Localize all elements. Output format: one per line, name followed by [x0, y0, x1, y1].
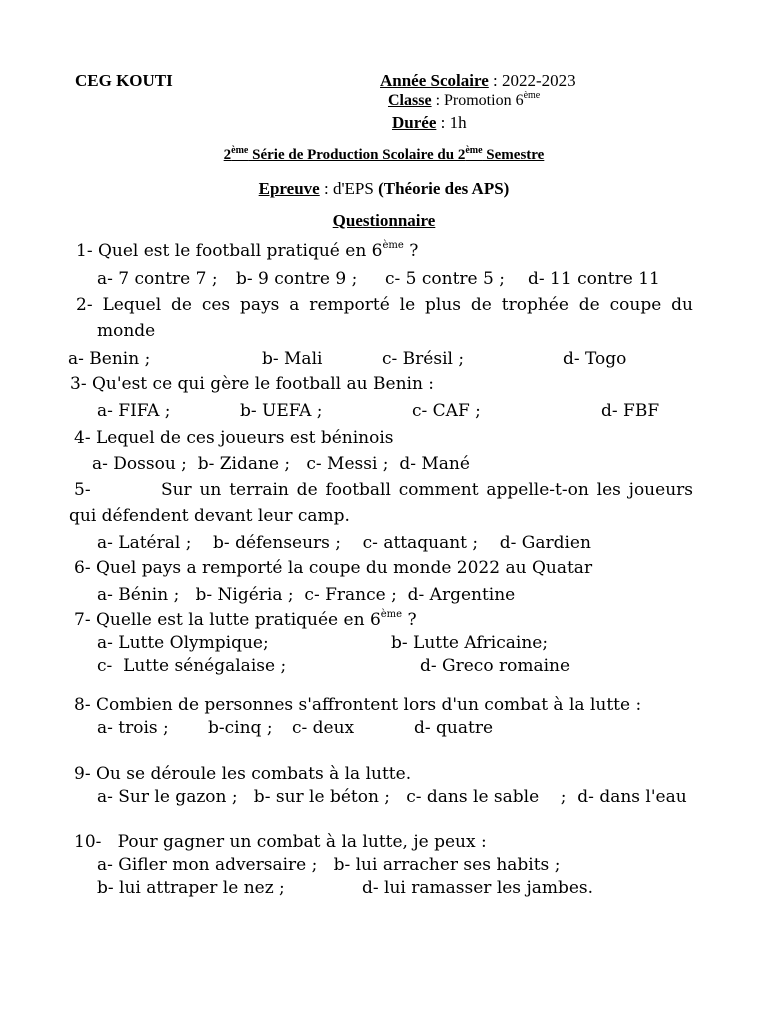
serie-sup: ème — [231, 145, 249, 156]
q2-option-b: b- Mali — [262, 349, 323, 369]
q10-options-ab: a- Gifler mon adversaire ; b- lui arracher ses habits ; — [97, 855, 561, 875]
question-1-sup: ème — [382, 240, 404, 251]
question-1-end: ? — [403, 241, 419, 261]
q1-option-a: a- 7 contre 7 ; — [97, 269, 218, 289]
question-7-sup: ème — [380, 609, 403, 620]
question-6: 6- Quel pays a remporté la coupe du monde 2022 au Quatar — [74, 558, 593, 578]
q4-options: a- Dossou ; b- Zidane ; c- Messi ; d- Mané — [92, 454, 470, 474]
q7-option-a: a- Lutte Olympique; — [97, 633, 269, 653]
epreuve-bold: (Théorie des APS) — [378, 179, 510, 198]
question-7-end: ? — [402, 610, 417, 630]
q2-option-a: a- Benin ; — [68, 349, 151, 369]
q9-options: a- Sur le gazon ; b- sur le béton ; c- dans le sable ; d- dans l'eau — [97, 787, 687, 807]
question-8: 8- Combien de personnes s'affrontent lors d'un combat à la lutte : — [74, 695, 642, 715]
q2-option-c: c- Brésil ; — [382, 349, 465, 369]
q8-option-c: c- deux — [292, 718, 355, 738]
question-5-line1: 5- Sur un terrain de football comment appelle-t-on les joueurs — [74, 480, 693, 500]
epreuve-line — [0, 180, 768, 197]
duration-label: Durée — [392, 113, 437, 132]
question-10: 10- Pour gagner un combat à la lutte, je peux : — [74, 832, 487, 852]
q8-option-a: a- trois ; — [97, 718, 169, 738]
q3-option-a: a- FIFA ; — [97, 401, 171, 421]
class-value: : Promotion 6 — [435, 92, 524, 109]
class-sup: ème — [523, 90, 541, 101]
question-4: 4- Lequel de ces joueurs est béninois — [74, 428, 394, 448]
epreuve-value: : d'EPS — [323, 179, 379, 198]
q7-option-d: d- Greco romaine — [420, 656, 571, 676]
q10-option-d: d- lui ramasser les jambes. — [362, 878, 594, 898]
q6-options: a- Bénin ; b- Nigéria ; c- France ; d- Argentine — [97, 585, 516, 605]
q1-option-d: d- 11 contre 11 — [528, 269, 660, 289]
school-year-value: : 2022-2023 — [493, 71, 576, 90]
q3-option-c: c- CAF ; — [412, 401, 481, 421]
q1-option-c: c- 5 contre 5 ; — [385, 269, 505, 289]
duration-value: : 1h — [440, 113, 467, 132]
school-name: CEG KOUTI — [75, 71, 173, 90]
duration-line — [392, 114, 467, 131]
class-label: Classe — [388, 92, 432, 109]
question-7-text: 7- Quelle est la lutte pratiquée en 6 — [74, 610, 381, 630]
question-2-line2: monde — [97, 321, 156, 341]
q8-option-b: b-cinq ; — [208, 718, 273, 738]
epreuve-label: Epreuve — [258, 179, 320, 198]
school-year-label: Année Scolaire — [380, 71, 489, 90]
questionnaire-title: Questionnaire — [332, 211, 436, 230]
question-1 — [76, 240, 419, 261]
question-1-text: 1- Quel est le football pratiqué en 6 — [76, 241, 383, 261]
q1-option-b: b- 9 contre 9 ; — [236, 269, 358, 289]
q7-option-c: c- Lutte sénégalaise ; — [97, 656, 287, 676]
question-7 — [74, 609, 417, 630]
question-3: 3- Qu'est ce qui gère le football au Benin : — [70, 374, 435, 394]
q10-option-c: b- lui attraper le nez ; — [97, 878, 285, 898]
serie-text: Série de Production Scolaire du 2 — [248, 147, 466, 163]
question-2-line1: 2- Lequel de ces pays a remporté le plus de trophée de coupe du — [76, 295, 693, 315]
serie-num: 2 — [223, 147, 232, 163]
q7-option-b: b- Lutte Africaine; — [391, 633, 549, 653]
q3-option-d: d- FBF — [601, 401, 660, 421]
semestre-sup: ème — [465, 145, 483, 156]
q2-option-d: d- Togo — [563, 349, 627, 369]
q5-options: a- Latéral ; b- défenseurs ; c- attaquant ; d- Gardien — [97, 533, 591, 553]
semestre-text: Semestre — [482, 147, 545, 163]
school-year — [380, 72, 576, 89]
q8-option-d: d- quatre — [414, 718, 494, 738]
serie-title — [0, 147, 768, 164]
class-line — [388, 92, 540, 110]
q3-option-b: b- UEFA ; — [240, 401, 323, 421]
question-9: 9- Ou se déroule les combats à la lutte. — [74, 764, 412, 784]
question-5-line2: qui défendent devant leur camp. — [69, 506, 350, 526]
